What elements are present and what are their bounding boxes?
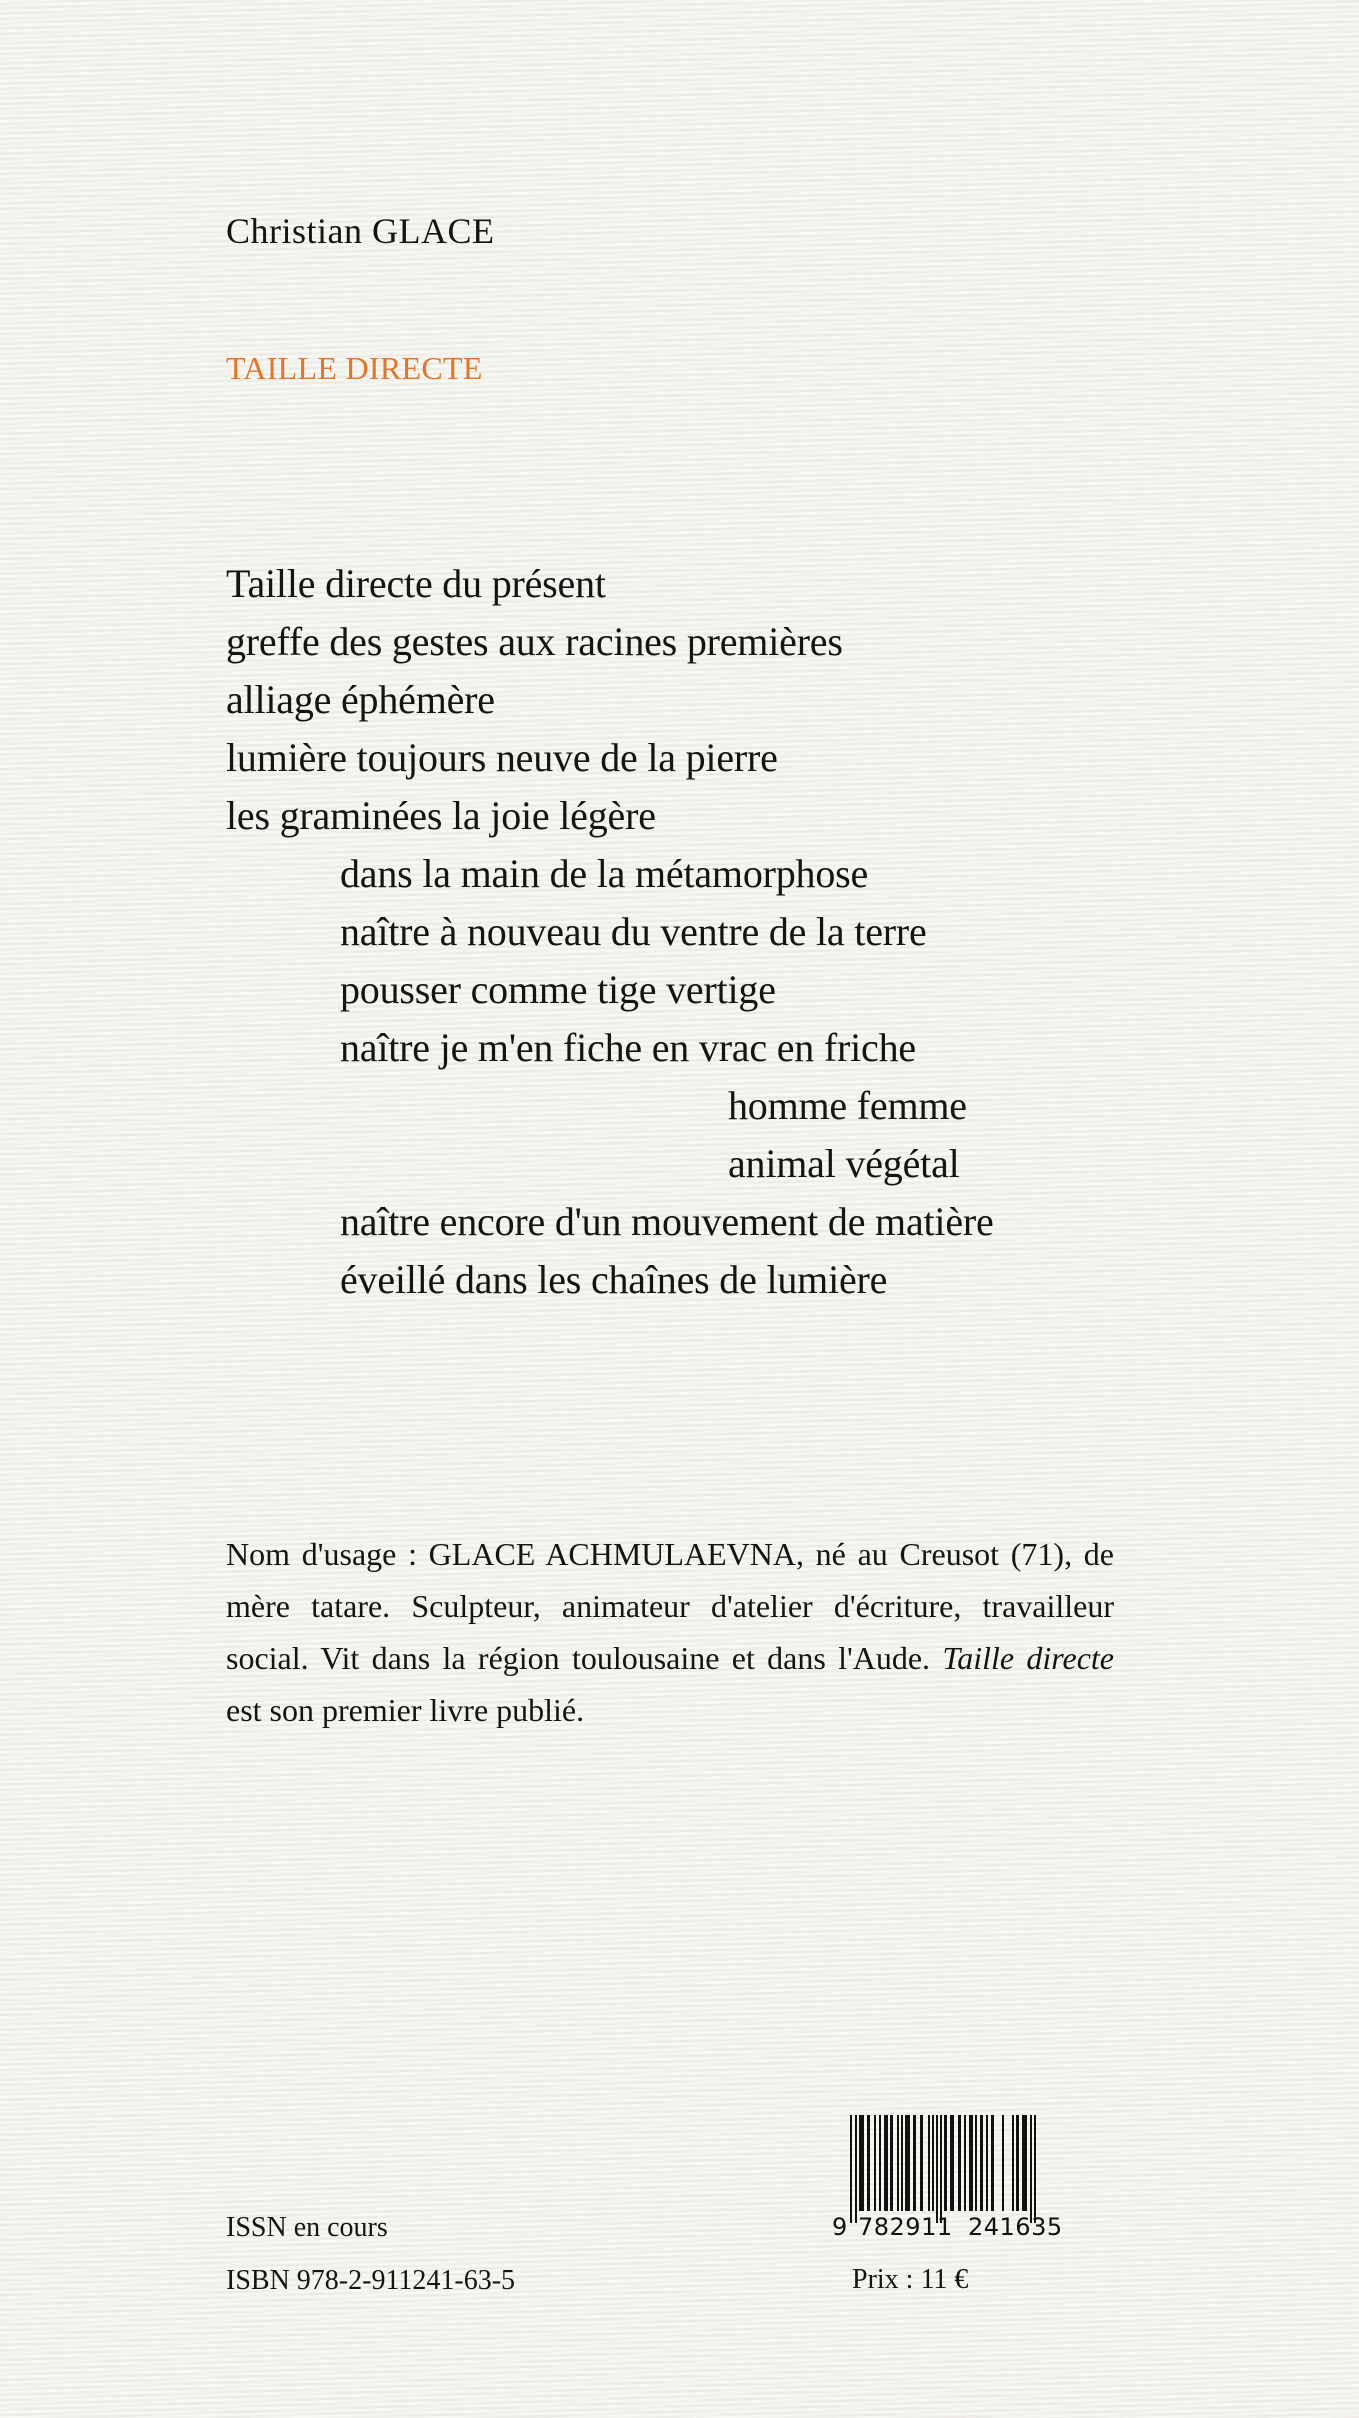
author-biography <box>226 1528 1114 1736</box>
poem-line: homme femme <box>728 1083 967 1128</box>
poem-line: dans la main de la métamorphose <box>340 851 869 896</box>
poem-line: Taille directe du présent <box>226 561 606 606</box>
poem-line: greffe des gestes aux racines premières <box>226 619 843 664</box>
poem-line: naître à nouveau du ventre de la terre <box>340 909 927 954</box>
book-title: TAILLE DIRECTE <box>226 350 483 386</box>
poem-line: lumière toujours neuve de la pierre <box>226 735 778 780</box>
bio-text-end: est son premier livre publié. <box>226 1692 585 1728</box>
poem-line: naître je m'en fiche en vrac en friche <box>340 1025 916 1070</box>
poem-line: naître encore d'un mouvement de matière <box>340 1199 994 1244</box>
price-label: Prix : 11 € <box>852 2264 969 2295</box>
barcode-digits-left: 782911 <box>858 2213 953 2241</box>
barcode-digit-first: 9 <box>832 2213 848 2241</box>
issn-label: ISSN en cours <box>226 2212 388 2243</box>
poem-line: animal végétal <box>728 1141 960 1186</box>
barcode-bars-icon <box>844 2115 1084 2225</box>
poem-line: alliage éphémère <box>226 677 495 722</box>
isbn-label: ISBN 978-2-911241-63-5 <box>226 2265 516 2296</box>
poem-line: pousser comme tige vertige <box>340 967 776 1012</box>
poem-line: éveillé dans les chaînes de lumière <box>340 1257 888 1302</box>
author-name: Christian GLACE <box>226 211 495 251</box>
barcode-digits-right: 241635 <box>968 2213 1063 2241</box>
barcode <box>832 2115 1084 2250</box>
bio-text: Nom d'usage : GLACE ACHMULAEVNA, né au Creusot (71), de mère tatare. Sculpteur, animateur d'atelier d'écriture, travailleur social. Vit dans la région toulousaine et dans l'Aude. <box>226 1536 1114 1676</box>
bio-book-title: Taille directe <box>942 1640 1115 1676</box>
poem-line: les graminées la joie légère <box>226 793 656 838</box>
